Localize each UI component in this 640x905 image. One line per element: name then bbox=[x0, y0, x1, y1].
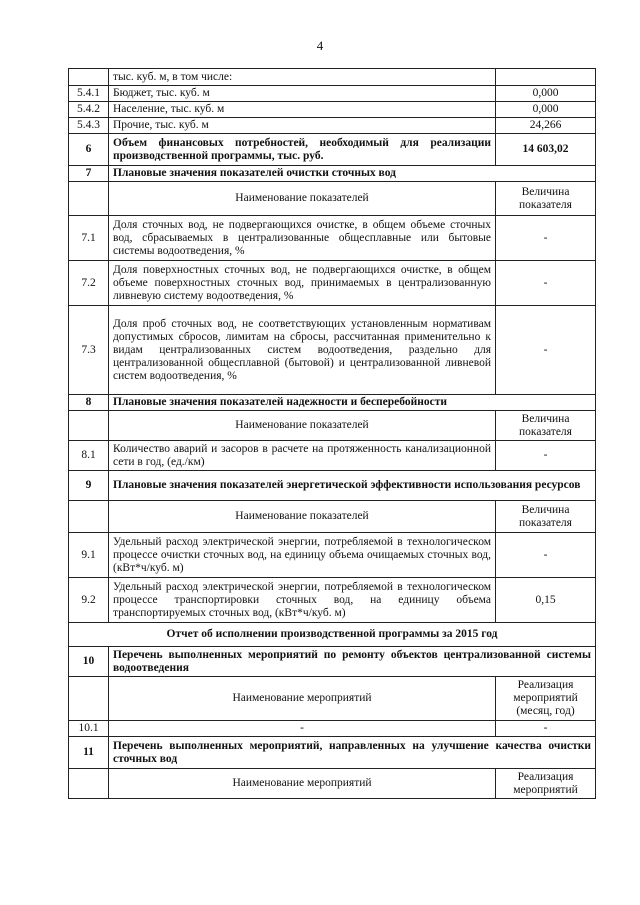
row-value: - bbox=[496, 306, 596, 395]
header-row bbox=[69, 411, 596, 441]
header-row bbox=[69, 769, 596, 799]
table-row bbox=[69, 86, 596, 102]
row-text: Количество аварий и засоров в расчете на протяженность канализационной сети в год, (ед./км) bbox=[109, 441, 496, 471]
page-number: 4 bbox=[316, 38, 324, 53]
column-header-name: Наименование показателей bbox=[109, 411, 496, 441]
table-row bbox=[69, 69, 596, 86]
row-text: Население, тыс. куб. м bbox=[109, 102, 496, 118]
row-text: Доля сточных вод, не подвергающихся очистке, в общем объеме сточных вод, сбрасываемых в централизованные общесплавные или бытовые системы водоотведения, % bbox=[109, 216, 496, 261]
table-row bbox=[69, 441, 596, 471]
section-row bbox=[69, 471, 596, 501]
row-text: Доля поверхностных сточных вод, не подвергающихся очистке, в общем объеме поверхностных сточных вод, принимаемых в централизованную ливневую систему водоотведения, % bbox=[109, 261, 496, 306]
header-row bbox=[69, 182, 596, 216]
report-title-row bbox=[69, 623, 596, 647]
column-header-value: Реализация мероприятий bbox=[496, 769, 596, 799]
row-number: 5.4.3 bbox=[69, 118, 109, 134]
row-value bbox=[496, 69, 596, 86]
section-number: 8 bbox=[69, 395, 109, 411]
column-header-name: Наименование мероприятий bbox=[109, 677, 496, 721]
row-text: Удельный расход электрической энергии, потребляемой в технологическом процессе очистки сточных вод, на единицу объема очищаемых сточных вод, (кВт*ч/куб. м) bbox=[109, 533, 496, 578]
table-row bbox=[69, 533, 596, 578]
program-table bbox=[68, 68, 596, 799]
section-row bbox=[69, 395, 596, 411]
row-text: - bbox=[109, 721, 496, 737]
row-text: Бюджет, тыс. куб. м bbox=[109, 86, 496, 102]
column-header-value: Реализация мероприятий (месяц, год) bbox=[496, 677, 596, 721]
row-number: 7.2 bbox=[69, 261, 109, 306]
row-number: 7.1 bbox=[69, 216, 109, 261]
row-number: 6 bbox=[69, 134, 109, 166]
table-row bbox=[69, 306, 596, 395]
table-row bbox=[69, 118, 596, 134]
row-number: 9.2 bbox=[69, 578, 109, 623]
row-number: 5.4.1 bbox=[69, 86, 109, 102]
section-row bbox=[69, 166, 596, 182]
row-value: - bbox=[496, 721, 596, 737]
column-header-name: Наименование показателей bbox=[109, 182, 496, 216]
section-number: 9 bbox=[69, 471, 109, 501]
section-title: Плановые значения показателей надежности и бесперебойности bbox=[109, 395, 596, 411]
column-header-value: Величина показателя bbox=[496, 501, 596, 533]
row-text: Прочие, тыс. куб. м bbox=[109, 118, 496, 134]
row-number: 8.1 bbox=[69, 441, 109, 471]
row-number bbox=[69, 677, 109, 721]
row-number bbox=[69, 769, 109, 799]
row-value: - bbox=[496, 441, 596, 471]
section-number: 10 bbox=[69, 647, 109, 677]
section-title: Перечень выполненных мероприятий, направленных на улучшение качества очистки сточных вод bbox=[109, 737, 596, 769]
report-title: Отчет об исполнении производственной программы за 2015 год bbox=[69, 623, 596, 647]
row-value: - bbox=[496, 261, 596, 306]
header-row bbox=[69, 501, 596, 533]
row-value: 0,000 bbox=[496, 102, 596, 118]
row-text: тыс. куб. м, в том числе: bbox=[109, 69, 496, 86]
section-number: 11 bbox=[69, 737, 109, 769]
table-row bbox=[69, 578, 596, 623]
table-row bbox=[69, 261, 596, 306]
table-row bbox=[69, 216, 596, 261]
row-number bbox=[69, 69, 109, 86]
row-number bbox=[69, 411, 109, 441]
row-number: 5.4.2 bbox=[69, 102, 109, 118]
row-value: - bbox=[496, 533, 596, 578]
row-value: - bbox=[496, 216, 596, 261]
section-title: Плановые значения показателей энергетической эффективности использования ресурсов bbox=[109, 471, 596, 501]
column-header-name: Наименование показателей bbox=[109, 501, 496, 533]
section-row bbox=[69, 737, 596, 769]
row-value: 0,000 bbox=[496, 86, 596, 102]
row-number: 10.1 bbox=[69, 721, 109, 737]
row-text: Удельный расход электрической энергии, потребляемой в технологическом процессе транспортировки сточных вод, на единицу объема транспортируемых сточных вод, (кВт*ч/куб. м) bbox=[109, 578, 496, 623]
row-value: 14 603,02 bbox=[496, 134, 596, 166]
row-number bbox=[69, 501, 109, 533]
row-value: 24,266 bbox=[496, 118, 596, 134]
section-title: Плановые значения показателей очистки сточных вод bbox=[109, 166, 596, 182]
section-number: 7 bbox=[69, 166, 109, 182]
column-header-value: Величина показателя bbox=[496, 182, 596, 216]
row-number: 7.3 bbox=[69, 306, 109, 395]
column-header-value: Величина показателя bbox=[496, 411, 596, 441]
row-text: Доля проб сточных вод, не соответствующих установленным нормативам допустимых сбросов, лимитам на сбросы, рассчитанная применительно к видам централизованных систем водоотведения, раздельно для централизованной общесплавной (бытовой) и централизованной ливневой систем водоотведения, % bbox=[109, 306, 496, 395]
row-number: 9.1 bbox=[69, 533, 109, 578]
table-row bbox=[69, 721, 596, 737]
table-row bbox=[69, 102, 596, 118]
row-value: 0,15 bbox=[496, 578, 596, 623]
row-number bbox=[69, 182, 109, 216]
row-text: Объем финансовых потребностей, необходимый для реализации производственной программы, тыс. руб. bbox=[109, 134, 496, 166]
header-row bbox=[69, 677, 596, 721]
table-row bbox=[69, 134, 596, 166]
section-title: Перечень выполненных мероприятий по ремонту объектов централизованной системы водоотведения bbox=[109, 647, 596, 677]
column-header-name: Наименование мероприятий bbox=[109, 769, 496, 799]
section-row bbox=[69, 647, 596, 677]
